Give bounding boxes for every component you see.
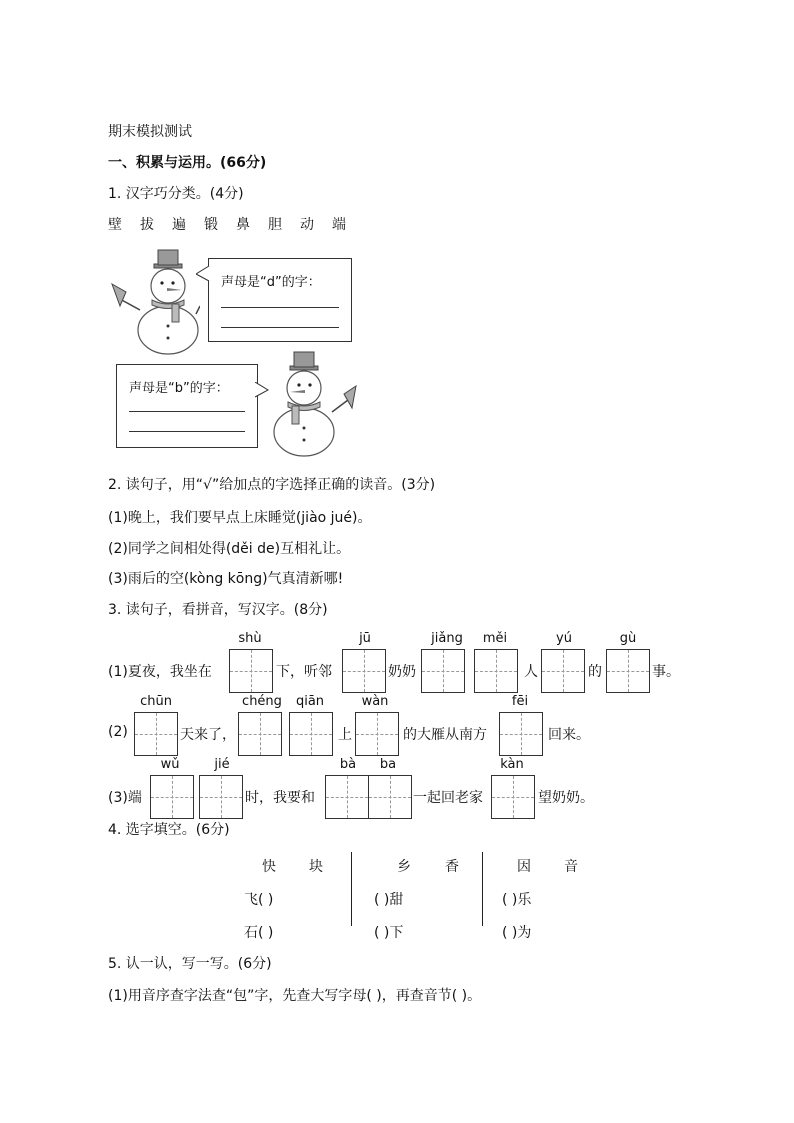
pinyin-label: qiān [295,694,325,709]
tianzige-box[interactable] [229,649,273,693]
speech-bubble-b [116,364,258,448]
speech-bubble-d [208,258,352,342]
char: 拔 [140,217,154,233]
pinyin-label: shù [238,631,262,646]
sentence-fragment: (1)夏夜，我坐在 [108,664,212,680]
option-char: 因 [517,859,531,875]
pinyin-label: jié [214,757,230,772]
character-list [108,214,364,234]
tianzige-box[interactable] [199,775,243,819]
char: 动 [300,217,314,233]
sentence-fragment: 的 [588,664,602,680]
question-2-prompt: 2. 读句子，用“√”给加点的字选择正确的读音。(3分) [108,477,436,493]
answer-line[interactable] [129,411,245,412]
pinyin-label: gù [619,631,637,646]
snowman-illustration [110,248,200,356]
tianzige-box[interactable] [325,775,369,819]
pinyin-label: yú [556,631,572,646]
snowman-illustration [268,350,358,458]
tianzige-box[interactable] [474,649,518,693]
char: 壁 [108,217,122,233]
answer-line[interactable] [129,431,245,432]
pinyin-label: wǔ [160,757,180,772]
char: 鼻 [236,217,250,233]
tianzige-box[interactable] [342,649,386,693]
answer-line[interactable] [221,327,339,328]
section-heading: 一、积累与运用。(66分) [108,155,267,171]
sentence-fragment: 一起回老家 [413,790,483,806]
pinyin-label: jū [359,631,371,646]
sentence-fragment: 回来。 [548,727,590,743]
tianzige-box[interactable] [289,712,333,756]
sentence-fragment: 天来了， [180,727,236,743]
bubble-b-label: 声母是“b”的字： [129,381,229,396]
question-3-prompt: 3. 读句子，看拼音，写汉字。(8分) [108,602,328,618]
sentence-fragment: (3)端 [108,790,142,806]
question-2-item: (3)雨后的空(kòng kōng)气真清新哪! [108,571,344,587]
question-4-prompt: 4. 选字填空。(6分) [108,822,230,838]
option-char: 乡 [397,859,411,875]
sentence-fragment: (2) [108,724,128,740]
pinyin-label: kàn [500,757,524,772]
bubble-d-tail [196,266,210,282]
blank-item[interactable]: ( )甜 [374,892,404,908]
char: 锻 [204,217,218,233]
sentence-fragment: 下，听邻 [276,664,332,680]
option-char: 香 [445,859,459,875]
blank-item[interactable]: ( )乐 [502,892,532,908]
sentence-fragment: 时，我要和 [245,790,315,806]
divider [482,852,483,926]
tianzige-box[interactable] [355,712,399,756]
question-2-item: (2)同学之间相处得(děi de)互相礼让。 [108,541,351,557]
pinyin-label: fēi [511,694,529,709]
blank-item[interactable]: ( )下 [374,925,404,941]
pinyin-label: bà [339,757,357,772]
page-title: 期末模拟测试 [108,124,192,140]
blank-item[interactable]: 石( ) [244,925,274,941]
blank-item[interactable]: ( )为 [502,925,532,941]
divider [351,852,352,926]
question-5-item: (1)用音序查字法查“包”字，先查大写字母( )，再查音节( )。 [108,988,482,1004]
bubble-b-tail [255,382,269,398]
tianzige-box[interactable] [150,775,194,819]
sentence-fragment: 望奶奶。 [538,790,594,806]
sentence-fragment: 人 [524,664,538,680]
pinyin-label: měi [482,631,508,646]
question-5-prompt: 5. 认一认，写一写。(6分) [108,956,272,972]
pinyin-label: wàn [361,694,389,709]
sentence-fragment: 奶奶 [388,664,416,680]
option-char: 音 [564,859,578,875]
char: 遍 [172,217,186,233]
tianzige-box[interactable] [134,712,178,756]
option-char: 快 [262,859,276,875]
tianzige-box[interactable] [421,649,465,693]
tianzige-box[interactable] [606,649,650,693]
sentence-fragment: 上 [338,727,352,743]
sentence-fragment: 事。 [652,664,680,680]
char: 胆 [268,217,282,233]
sentence-fragment: 的大雁从南方 [403,727,487,743]
option-char: 块 [309,859,323,875]
tianzige-box[interactable] [368,775,412,819]
question-2-item: (1)晚上，我们要早点上床睡觉(jiào jué)。 [108,510,372,526]
pinyin-label: jiǎng [431,631,463,646]
pinyin-label: chéng [242,694,282,709]
answer-line[interactable] [221,307,339,308]
char: 端 [332,217,346,233]
bubble-d-label: 声母是“d”的字： [221,275,321,290]
pinyin-label: ba [379,757,397,772]
question-1-prompt: 1. 汉字巧分类。(4分) [108,186,244,202]
tianzige-box[interactable] [499,712,543,756]
tianzige-box[interactable] [491,775,535,819]
tianzige-box[interactable] [238,712,282,756]
blank-item[interactable]: 飞( ) [244,892,274,908]
tianzige-box[interactable] [541,649,585,693]
pinyin-label: chūn [140,694,172,709]
